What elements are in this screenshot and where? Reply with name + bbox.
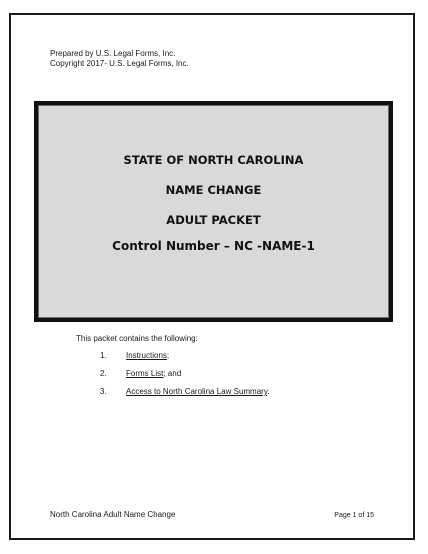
prepared-by-block (50, 49, 189, 69)
list-item (100, 369, 181, 379)
prepared-by-text: Prepared by U.S. Legal Forms, Inc. (50, 49, 176, 58)
instructions-link[interactable]: Instructions (126, 351, 167, 360)
list-item-suffix: ; (166, 351, 170, 360)
list-item-suffix: ; and (163, 369, 182, 378)
control-number: Control Number – NC -NAME-1 (112, 239, 315, 253)
footer-page-number: Page 1 of 15 (334, 512, 374, 519)
document-title: NAME CHANGE (165, 183, 262, 197)
contents-intro: This packet contains the following: (76, 334, 198, 343)
law-summary-link[interactable]: Access to North Carolina Law Summary (126, 387, 268, 396)
list-item-number: 3. (100, 387, 107, 396)
state-title: STATE OF NORTH CAROLINA (123, 153, 304, 167)
footer-document-title: North Carolina Adult Name Change (50, 510, 176, 519)
list-item-suffix: . (267, 387, 270, 396)
list-item (100, 351, 169, 361)
title-box (34, 101, 393, 322)
list-item-number: 1. (100, 351, 107, 360)
list-item-number: 2. (100, 369, 107, 378)
packet-title: ADULT PACKET (166, 213, 261, 227)
list-item (100, 387, 269, 397)
copyright-text: Copyright 2017- U.S. Legal Forms, Inc. (50, 59, 189, 68)
forms-list-link[interactable]: Forms List (126, 369, 164, 378)
